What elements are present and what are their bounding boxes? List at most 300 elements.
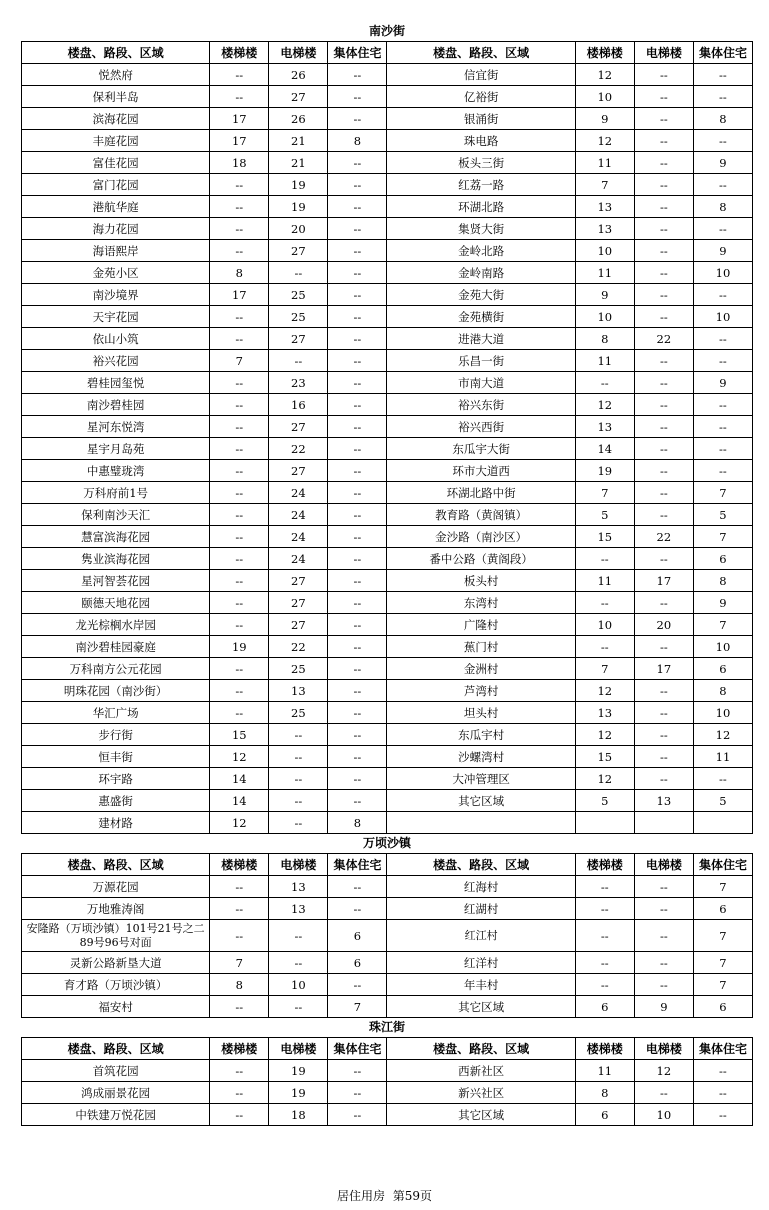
count-cell: 13 — [634, 790, 693, 812]
count-cell: 19 — [575, 460, 634, 482]
column-header: 集体住宅 — [328, 42, 387, 64]
column-header: 电梯楼 — [269, 42, 328, 64]
count-cell: 8 — [693, 196, 752, 218]
area-name-cell: 金岭北路 — [387, 240, 575, 262]
count-cell: 6 — [328, 920, 387, 952]
count-cell: 9 — [693, 152, 752, 174]
count-cell: -- — [693, 394, 752, 416]
count-cell: -- — [634, 438, 693, 460]
area-name-cell: 进港大道 — [387, 328, 575, 350]
column-header: 楼盘、路段、区域 — [387, 1038, 575, 1060]
table-row — [22, 394, 753, 416]
area-name-cell: 鸿成丽景花园 — [22, 1082, 210, 1104]
count-cell — [575, 812, 634, 834]
count-cell: -- — [575, 898, 634, 920]
area-name-cell: 首筑花园 — [22, 1060, 210, 1082]
count-cell: -- — [210, 504, 269, 526]
area-name-cell: 板头三街 — [387, 152, 575, 174]
footer-label: 居住用房 — [337, 1189, 386, 1203]
area-name-cell: 东瓜宇村 — [387, 724, 575, 746]
table-row — [22, 702, 753, 724]
count-cell: 8 — [210, 974, 269, 996]
count-cell: 7 — [210, 952, 269, 974]
table-row — [22, 174, 753, 196]
area-name-cell: 银涌街 — [387, 108, 575, 130]
count-cell: 7 — [693, 482, 752, 504]
count-cell: -- — [269, 768, 328, 790]
area-name-cell: 东瓜宇大街 — [387, 438, 575, 460]
count-cell: -- — [693, 86, 752, 108]
count-cell: 11 — [575, 350, 634, 372]
count-cell: 27 — [269, 328, 328, 350]
count-cell: -- — [634, 504, 693, 526]
count-cell: -- — [634, 482, 693, 504]
column-header: 楼梯楼 — [575, 42, 634, 64]
count-cell: 14 — [210, 768, 269, 790]
count-cell: 14 — [575, 438, 634, 460]
count-cell: -- — [693, 768, 752, 790]
page-footer — [0, 1187, 769, 1204]
count-cell: -- — [328, 746, 387, 768]
column-header: 楼盘、路段、区域 — [22, 42, 210, 64]
area-name-cell: 安隆路（万顷沙镇）101号21号之二89号96号对面 — [22, 920, 210, 952]
area-name-cell: 步行街 — [22, 724, 210, 746]
column-header: 电梯楼 — [634, 1038, 693, 1060]
count-cell: 27 — [269, 570, 328, 592]
count-cell: -- — [328, 306, 387, 328]
area-name-cell: 南沙碧桂园 — [22, 394, 210, 416]
count-cell: 7 — [693, 952, 752, 974]
count-cell: 8 — [693, 570, 752, 592]
count-cell: 27 — [269, 460, 328, 482]
count-cell: -- — [634, 64, 693, 86]
count-cell: 27 — [269, 416, 328, 438]
count-cell: 11 — [575, 262, 634, 284]
column-header: 楼梯楼 — [210, 854, 269, 876]
count-cell: -- — [210, 64, 269, 86]
area-name-cell: 星河智荟花园 — [22, 570, 210, 592]
count-cell: 12 — [575, 680, 634, 702]
area-name-cell: 蕉门村 — [387, 636, 575, 658]
housing-table — [21, 853, 753, 1018]
count-cell: 8 — [575, 1082, 634, 1104]
count-cell: -- — [328, 658, 387, 680]
count-cell: 10 — [693, 306, 752, 328]
count-cell: 16 — [269, 394, 328, 416]
count-cell: -- — [634, 724, 693, 746]
count-cell: -- — [210, 680, 269, 702]
count-cell: 24 — [269, 526, 328, 548]
count-cell: 12 — [575, 394, 634, 416]
area-name-cell: 万科南方公元花园 — [22, 658, 210, 680]
count-cell: 5 — [693, 504, 752, 526]
table-row — [22, 372, 753, 394]
count-cell: -- — [210, 196, 269, 218]
count-cell: -- — [693, 438, 752, 460]
count-cell: -- — [634, 702, 693, 724]
area-name-cell: 乐昌一街 — [387, 350, 575, 372]
count-cell: -- — [575, 974, 634, 996]
footer-page-number: 第59页 — [392, 1189, 432, 1203]
count-cell: 7 — [693, 974, 752, 996]
count-cell: -- — [210, 306, 269, 328]
count-cell: -- — [634, 284, 693, 306]
column-header: 电梯楼 — [269, 854, 328, 876]
count-cell: -- — [634, 86, 693, 108]
area-name-cell: 裕兴西街 — [387, 416, 575, 438]
count-cell: -- — [328, 898, 387, 920]
count-cell: 7 — [693, 526, 752, 548]
area-name-cell: 环市大道西 — [387, 460, 575, 482]
area-name-cell: 裕兴东街 — [387, 394, 575, 416]
table-row — [22, 460, 753, 482]
table-row — [22, 86, 753, 108]
count-cell: -- — [210, 592, 269, 614]
table-row — [22, 746, 753, 768]
count-cell: 9 — [693, 372, 752, 394]
count-cell: 18 — [210, 152, 269, 174]
count-cell: -- — [210, 996, 269, 1018]
count-cell: 12 — [575, 768, 634, 790]
count-cell: 19 — [269, 1082, 328, 1104]
count-cell: -- — [328, 548, 387, 570]
table-row — [22, 416, 753, 438]
count-cell: -- — [634, 952, 693, 974]
count-cell: 27 — [269, 240, 328, 262]
area-name-cell: 建材路 — [22, 812, 210, 834]
count-cell: 9 — [634, 996, 693, 1018]
area-name-cell: 金洲村 — [387, 658, 575, 680]
table-row — [22, 768, 753, 790]
count-cell: -- — [634, 350, 693, 372]
count-cell: 8 — [210, 262, 269, 284]
count-cell: 25 — [269, 306, 328, 328]
area-name-cell: 万地雅涛阁 — [22, 898, 210, 920]
count-cell: 17 — [210, 284, 269, 306]
count-cell: 14 — [210, 790, 269, 812]
count-cell: -- — [269, 262, 328, 284]
area-name-cell: 福安村 — [22, 996, 210, 1018]
table-row — [22, 130, 753, 152]
table-row — [22, 952, 753, 974]
count-cell: -- — [575, 876, 634, 898]
table-row — [22, 1104, 753, 1126]
column-header: 楼梯楼 — [575, 854, 634, 876]
count-cell: 11 — [575, 152, 634, 174]
count-cell: -- — [328, 328, 387, 350]
count-cell: 8 — [693, 108, 752, 130]
area-name-cell: 保利南沙天汇 — [22, 504, 210, 526]
count-cell: -- — [328, 504, 387, 526]
count-cell: 13 — [575, 218, 634, 240]
table-row — [22, 1082, 753, 1104]
housing-table — [21, 1037, 753, 1126]
table-row — [22, 614, 753, 636]
count-cell: 12 — [210, 746, 269, 768]
area-name-cell: 珠电路 — [387, 130, 575, 152]
area-name-cell: 天宇花园 — [22, 306, 210, 328]
area-name-cell: 海力花园 — [22, 218, 210, 240]
area-name-cell: 万科府前1号 — [22, 482, 210, 504]
area-name-cell: 坦头村 — [387, 702, 575, 724]
count-cell: 13 — [269, 898, 328, 920]
count-cell: -- — [693, 174, 752, 196]
count-cell: 8 — [328, 130, 387, 152]
area-name-cell: 惠盛街 — [22, 790, 210, 812]
count-cell: 13 — [269, 680, 328, 702]
count-cell: -- — [328, 636, 387, 658]
table-row — [22, 328, 753, 350]
count-cell: -- — [634, 920, 693, 952]
table-row — [22, 240, 753, 262]
count-cell: 19 — [269, 1060, 328, 1082]
area-name-cell: 亿裕街 — [387, 86, 575, 108]
area-name-cell: 明珠花园（南沙街） — [22, 680, 210, 702]
area-name-cell: 沙螺湾村 — [387, 746, 575, 768]
count-cell: 17 — [210, 108, 269, 130]
area-name-cell: 慧富滨海花园 — [22, 526, 210, 548]
area-name-cell: 滨海花园 — [22, 108, 210, 130]
area-name-cell: 港航华庭 — [22, 196, 210, 218]
column-header: 电梯楼 — [269, 1038, 328, 1060]
count-cell: 20 — [269, 218, 328, 240]
count-cell: -- — [328, 350, 387, 372]
area-name-cell: 板头村 — [387, 570, 575, 592]
count-cell: 11 — [575, 570, 634, 592]
count-cell: -- — [634, 174, 693, 196]
table-row — [22, 658, 753, 680]
area-name-cell: 裕兴花园 — [22, 350, 210, 372]
column-header: 集体住宅 — [328, 1038, 387, 1060]
count-cell: 20 — [634, 614, 693, 636]
count-cell: -- — [328, 702, 387, 724]
area-name-cell: 南沙碧桂园豪庭 — [22, 636, 210, 658]
count-cell: 10 — [575, 614, 634, 636]
count-cell: 7 — [575, 174, 634, 196]
count-cell: 7 — [693, 876, 752, 898]
table-row — [22, 218, 753, 240]
area-name-cell: 西新社区 — [387, 1060, 575, 1082]
count-cell: 6 — [575, 996, 634, 1018]
table-row — [22, 974, 753, 996]
count-cell: -- — [328, 570, 387, 592]
count-cell: 10 — [575, 306, 634, 328]
count-cell: 21 — [269, 130, 328, 152]
area-name-cell: 红江村 — [387, 920, 575, 952]
count-cell: 7 — [210, 350, 269, 372]
count-cell: 6 — [575, 1104, 634, 1126]
table-row — [22, 680, 753, 702]
count-cell: 10 — [575, 240, 634, 262]
count-cell: -- — [210, 1104, 269, 1126]
area-name-cell: 保利半岛 — [22, 86, 210, 108]
table-row — [22, 876, 753, 898]
count-cell: -- — [634, 196, 693, 218]
count-cell: -- — [328, 1082, 387, 1104]
count-cell: 21 — [269, 152, 328, 174]
area-name-cell: 依山小筑 — [22, 328, 210, 350]
count-cell: -- — [634, 1082, 693, 1104]
count-cell: -- — [575, 592, 634, 614]
count-cell: 6 — [693, 658, 752, 680]
count-cell: -- — [693, 284, 752, 306]
count-cell: 24 — [269, 482, 328, 504]
column-header: 电梯楼 — [634, 854, 693, 876]
area-name-cell: 星宇月岛苑 — [22, 438, 210, 460]
count-cell: -- — [210, 328, 269, 350]
count-cell: -- — [210, 614, 269, 636]
table-row — [22, 482, 753, 504]
area-name-cell: 大冲管理区 — [387, 768, 575, 790]
count-cell: -- — [693, 328, 752, 350]
count-cell: 17 — [634, 658, 693, 680]
count-cell: -- — [634, 876, 693, 898]
column-header: 集体住宅 — [693, 42, 752, 64]
area-name-cell: 金苑小区 — [22, 262, 210, 284]
count-cell: 7 — [693, 614, 752, 636]
table-row — [22, 1060, 753, 1082]
area-name-cell: 信宜街 — [387, 64, 575, 86]
count-cell: -- — [210, 482, 269, 504]
table-row — [22, 548, 753, 570]
area-name-cell: 金苑横街 — [387, 306, 575, 328]
count-cell: -- — [269, 996, 328, 1018]
count-cell: -- — [210, 372, 269, 394]
column-header: 电梯楼 — [634, 42, 693, 64]
count-cell: -- — [210, 394, 269, 416]
count-cell: -- — [693, 1082, 752, 1104]
table-row — [22, 284, 753, 306]
count-cell: 27 — [269, 86, 328, 108]
count-cell: 8 — [575, 328, 634, 350]
count-cell: 10 — [575, 86, 634, 108]
document-page — [21, 22, 753, 1126]
count-cell: -- — [210, 86, 269, 108]
area-name-cell: 颐德天地花园 — [22, 592, 210, 614]
count-cell: -- — [210, 416, 269, 438]
count-cell: -- — [328, 284, 387, 306]
area-name-cell: 年丰村 — [387, 974, 575, 996]
table-row — [22, 898, 753, 920]
area-name-cell: 红湖村 — [387, 898, 575, 920]
count-cell: 9 — [693, 592, 752, 614]
count-cell: -- — [269, 952, 328, 974]
count-cell: 9 — [575, 108, 634, 130]
count-cell: 5 — [693, 790, 752, 812]
area-name-cell: 新兴社区 — [387, 1082, 575, 1104]
count-cell: 25 — [269, 284, 328, 306]
count-cell: 13 — [269, 876, 328, 898]
count-cell: -- — [328, 526, 387, 548]
area-name-cell: 其它区域 — [387, 1104, 575, 1126]
count-cell: -- — [269, 920, 328, 952]
table-row — [22, 592, 753, 614]
count-cell: -- — [328, 1060, 387, 1082]
count-cell: 19 — [210, 636, 269, 658]
count-cell: -- — [693, 350, 752, 372]
area-name-cell: 金苑大街 — [387, 284, 575, 306]
count-cell: -- — [693, 460, 752, 482]
count-cell: -- — [328, 394, 387, 416]
count-cell: -- — [693, 218, 752, 240]
area-name-cell: 金沙路（南沙区） — [387, 526, 575, 548]
area-name-cell: 育才路（万顷沙镇） — [22, 974, 210, 996]
count-cell: 24 — [269, 548, 328, 570]
count-cell: -- — [328, 680, 387, 702]
count-cell: -- — [693, 416, 752, 438]
count-cell: -- — [693, 1060, 752, 1082]
area-name-cell: 广隆村 — [387, 614, 575, 636]
count-cell: -- — [634, 306, 693, 328]
count-cell: 17 — [634, 570, 693, 592]
table-row — [22, 920, 753, 952]
count-cell: -- — [210, 898, 269, 920]
count-cell: -- — [328, 196, 387, 218]
count-cell: -- — [634, 394, 693, 416]
count-cell: -- — [634, 240, 693, 262]
count-cell: -- — [269, 350, 328, 372]
count-cell: -- — [210, 702, 269, 724]
count-cell: 15 — [575, 746, 634, 768]
table-row — [22, 350, 753, 372]
count-cell: -- — [634, 746, 693, 768]
area-name-cell: 龙光棕榈水岸园 — [22, 614, 210, 636]
count-cell: 10 — [634, 1104, 693, 1126]
table-row — [22, 636, 753, 658]
area-name-cell: 中铁建万悦花园 — [22, 1104, 210, 1126]
count-cell: -- — [210, 876, 269, 898]
table-row — [22, 790, 753, 812]
count-cell: -- — [210, 920, 269, 952]
area-name-cell: 华汇广场 — [22, 702, 210, 724]
count-cell: 9 — [575, 284, 634, 306]
count-cell: -- — [634, 372, 693, 394]
table-header-row — [22, 1038, 753, 1060]
count-cell: -- — [269, 790, 328, 812]
count-cell: 7 — [575, 482, 634, 504]
area-name-cell: 富佳花园 — [22, 152, 210, 174]
count-cell: 10 — [693, 636, 752, 658]
count-cell: -- — [328, 482, 387, 504]
count-cell: -- — [634, 636, 693, 658]
count-cell: -- — [210, 1082, 269, 1104]
count-cell: -- — [575, 636, 634, 658]
count-cell: -- — [328, 174, 387, 196]
area-name-cell: 红洋村 — [387, 952, 575, 974]
count-cell: -- — [328, 614, 387, 636]
count-cell: 19 — [269, 196, 328, 218]
count-cell: 6 — [693, 996, 752, 1018]
count-cell: 27 — [269, 614, 328, 636]
count-cell: 10 — [269, 974, 328, 996]
count-cell: 13 — [575, 416, 634, 438]
column-header: 集体住宅 — [693, 1038, 752, 1060]
area-name-cell: 隽业滨海花园 — [22, 548, 210, 570]
count-cell: -- — [269, 746, 328, 768]
table-row — [22, 306, 753, 328]
table-row — [22, 196, 753, 218]
count-cell: 13 — [575, 702, 634, 724]
count-cell: 5 — [575, 504, 634, 526]
count-cell: -- — [210, 570, 269, 592]
count-cell: 8 — [693, 680, 752, 702]
count-cell: 22 — [269, 438, 328, 460]
count-cell: -- — [634, 680, 693, 702]
table-row — [22, 262, 753, 284]
table-row — [22, 526, 753, 548]
count-cell: 8 — [328, 812, 387, 834]
count-cell: 19 — [269, 174, 328, 196]
